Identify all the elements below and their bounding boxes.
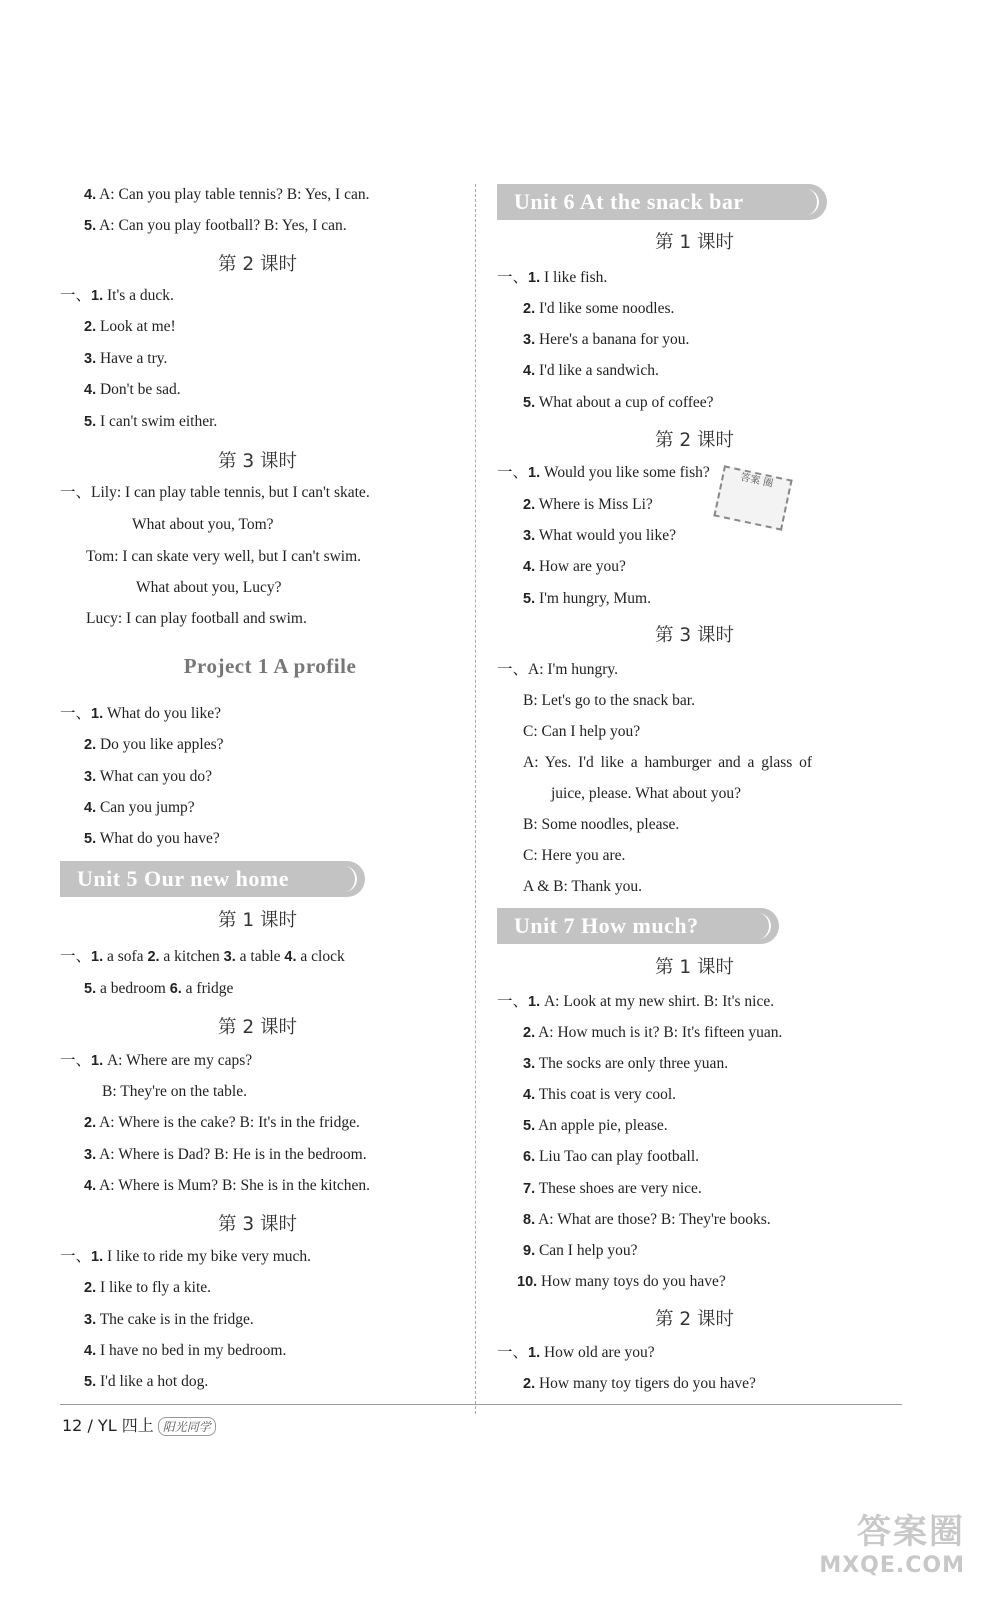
footer-rule xyxy=(60,1404,902,1405)
answer-line: 4. I'd like a sandwich. xyxy=(523,362,659,379)
answer-line: 5. I'd like a hot dog. xyxy=(84,1373,209,1390)
lesson-heading: 第 2 课时 xyxy=(654,430,735,451)
answer-line: 5. I can't swim either. xyxy=(84,413,218,430)
brand-logo: 阳光同学 xyxy=(158,1417,216,1436)
answer-line: A & B: Thank you. xyxy=(523,878,642,895)
watermark-url: MXQE.COM xyxy=(819,1553,965,1578)
unit-banner: Unit 6 At the snack bar xyxy=(497,184,827,220)
answer-line: Lucy: I can play football and swim. xyxy=(86,610,307,627)
project-heading: Project 1 A profile xyxy=(183,654,357,678)
answer-line: 4. How are you? xyxy=(523,558,626,575)
answer-line: 一、1. A: Where are my caps? xyxy=(60,1052,253,1069)
page-footer xyxy=(62,1413,216,1436)
unit-banner: Unit 7 How much? xyxy=(497,908,779,944)
answer-line: Tom: I can skate very well, but I can't swim. xyxy=(86,548,362,565)
answer-line: 3. What can you do? xyxy=(84,768,213,785)
lesson-heading: 第 2 课时 xyxy=(217,254,298,275)
answer-line: 3. The socks are only three yuan. xyxy=(523,1055,729,1072)
answer-line: 5. What do you have? xyxy=(84,830,220,847)
answer-line: 一、A: I'm hungry. xyxy=(497,661,619,678)
answer-line: 2. I'd like some noodles. xyxy=(523,300,675,317)
answer-line: 5. a bedroom 6. a fridge xyxy=(84,980,234,997)
lesson-heading: 第 1 课时 xyxy=(654,957,735,978)
answer-line: 一、1. I like fish. xyxy=(497,269,608,286)
answer-line: 5. An apple pie, please. xyxy=(523,1117,668,1134)
answer-line: B: They're on the table. xyxy=(102,1083,247,1100)
answer-line: 8. A: What are those? B: They're books. xyxy=(523,1211,771,1228)
answer-line: 一、1. I like to ride my bike very much. xyxy=(60,1248,312,1265)
answer-line: 2. Where is Miss Li? xyxy=(523,496,653,513)
answer-line: 2. How many toy tigers do you have? xyxy=(523,1375,756,1392)
answer-line: 3. Have a try. xyxy=(84,350,168,367)
lesson-heading: 第 3 课时 xyxy=(654,625,735,646)
lesson-heading: 第 3 课时 xyxy=(217,1214,298,1235)
answer-line: 一、1. Would you like some fish? xyxy=(497,464,710,481)
column-divider xyxy=(475,184,476,1414)
answer-line: A: Yes. I'd like a hamburger and a glass of xyxy=(523,754,813,771)
answer-line: 3. A: Where is Dad? B: He is in the bedroom. xyxy=(84,1146,367,1163)
lesson-heading: 第 1 课时 xyxy=(654,232,735,253)
answer-line: 3. The cake is in the fridge. xyxy=(84,1311,254,1328)
lesson-heading: 第 3 课时 xyxy=(217,451,298,472)
answer-line: C: Here you are. xyxy=(523,847,626,864)
answer-line: 4. A: Can you play table tennis? B: Yes, I can. xyxy=(84,186,370,203)
answer-line: 一、1. A: Look at my new shirt. B: It's nice. xyxy=(497,993,775,1010)
answer-line: 5. A: Can you play football? B: Yes, I can. xyxy=(84,217,347,234)
answer-line: 10. How many toys do you have? xyxy=(517,1273,726,1290)
answer-line: 5. I'm hungry, Mum. xyxy=(523,590,651,607)
answer-line: 3. Here's a banana for you. xyxy=(523,331,690,348)
answer-line: B: Some noodles, please. xyxy=(523,816,680,833)
lesson-heading: 第 2 课时 xyxy=(217,1017,298,1038)
answer-line: 3. What would you like? xyxy=(523,527,677,544)
answer-line: 6. Liu Tao can play football. xyxy=(523,1148,700,1165)
answer-line: 一、Lily: I can play table tennis, but I can't skate. xyxy=(60,484,370,501)
site-watermark xyxy=(819,1504,965,1578)
answer-line: 4. Don't be sad. xyxy=(84,381,181,398)
answer-line: 2. Do you like apples? xyxy=(84,736,224,753)
answer-line: 一、1. What do you like? xyxy=(60,705,222,722)
answer-line: 4. Can you jump? xyxy=(84,799,195,816)
answer-line: What about you, Lucy? xyxy=(136,579,282,596)
answer-line: C: Can I help you? xyxy=(523,723,641,740)
answer-line: 2. Look at me! xyxy=(84,318,176,335)
answer-line: 4. A: Where is Mum? B: She is in the kitchen. xyxy=(84,1177,371,1194)
unit-banner: Unit 5 Our new home xyxy=(60,861,365,897)
answer-line: 2. A: Where is the cake? B: It's in the fridge. xyxy=(84,1114,360,1131)
answer-line: 一、1. a sofa 2. a kitchen 3. a table 4. a clock xyxy=(60,948,345,965)
answer-line: juice, please. What about you? xyxy=(551,785,741,802)
answer-line: 7. These shoes are very nice. xyxy=(523,1180,702,1197)
page-number: 12 / YL 四上 xyxy=(62,1416,154,1435)
answer-line: What about you, Tom? xyxy=(132,516,274,533)
answer-line: 4. I have no bed in my bedroom. xyxy=(84,1342,287,1359)
answer-line: 一、1. How old are you? xyxy=(497,1344,655,1361)
answer-line: 一、1. It's a duck. xyxy=(60,287,174,304)
answer-line: 2. I like to fly a kite. xyxy=(84,1279,212,1296)
answer-line: 9. Can I help you? xyxy=(523,1242,638,1259)
lesson-heading: 第 2 课时 xyxy=(654,1309,735,1330)
answer-line: 2. A: How much is it? B: It's fifteen yuan. xyxy=(523,1024,783,1041)
watermark-logo: 答案圈 xyxy=(857,1512,965,1552)
answer-line: 4. This coat is very cool. xyxy=(523,1086,677,1103)
answer-line: B: Let's go to the snack bar. xyxy=(523,692,695,709)
answer-line: 5. What about a cup of coffee? xyxy=(523,394,714,411)
lesson-heading: 第 1 课时 xyxy=(217,910,298,931)
answer-stamp: 答案 圈 xyxy=(713,465,792,530)
